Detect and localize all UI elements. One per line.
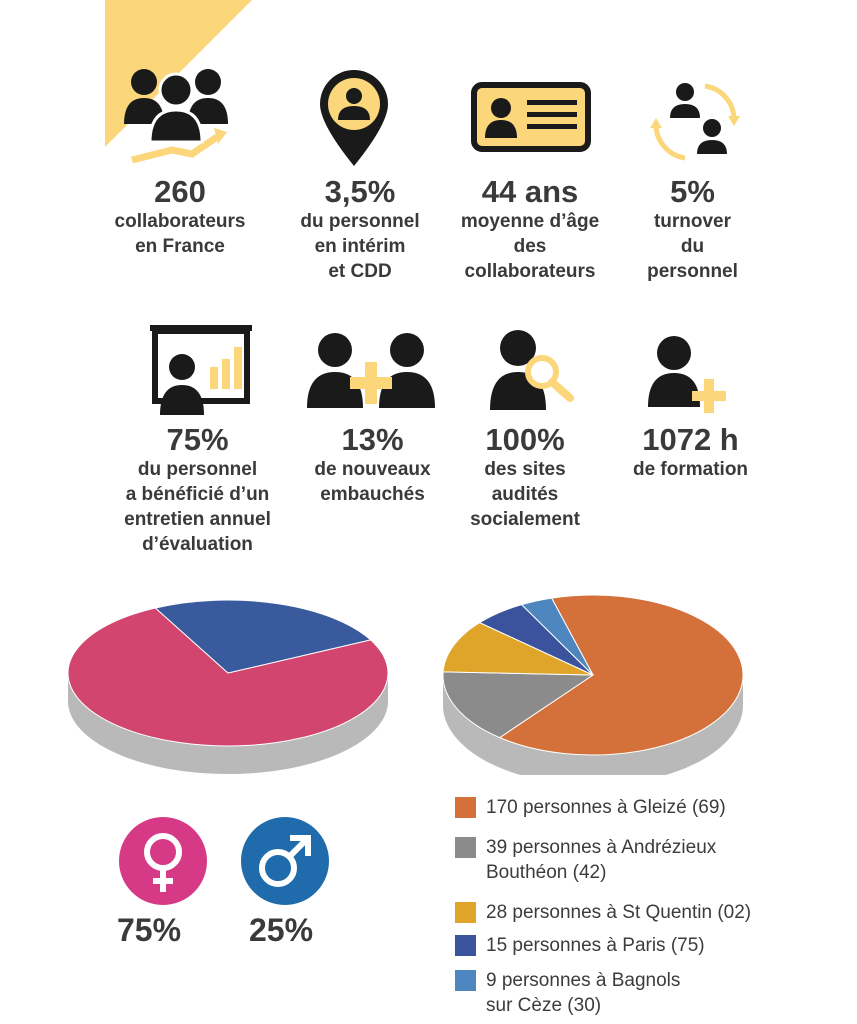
legend-swatch <box>455 970 476 991</box>
stat-label: moyenne d’âge des collaborateurs <box>460 211 600 282</box>
location-person-icon <box>316 68 392 168</box>
legend-swatch <box>455 902 476 923</box>
stat-label: du personnel en intérim et CDD <box>300 211 420 282</box>
stat-value: 75% <box>166 422 229 457</box>
legend-label: 170 personnes à Gleizé (69) <box>486 797 726 818</box>
male-percentage: 25% <box>249 912 314 948</box>
legend-label: 9 personnes à Bagnols sur Cèze (30) <box>486 970 681 1016</box>
male-symbol-icon <box>240 816 330 906</box>
stat-value: 13% <box>341 422 404 457</box>
stat-label: des sites audités socialement <box>470 459 580 530</box>
id-card-icon <box>471 82 591 152</box>
stat-audited-sites <box>445 423 605 532</box>
stat-new-hires <box>290 423 455 507</box>
legend-label: 39 personnes à Andrézieux Bouthéon (42) <box>486 837 717 883</box>
stat-value: 3,5% <box>324 174 396 209</box>
stat-label: de nouveaux embauchés <box>314 459 431 505</box>
presentation-icon <box>150 325 252 417</box>
stat-interim <box>275 175 445 284</box>
add-people-icon <box>305 330 437 410</box>
legend-label: 28 personnes à St Quentin (02) <box>486 902 752 923</box>
legend-item <box>455 835 716 885</box>
stat-label: de formation <box>632 459 749 480</box>
legend-item <box>455 933 705 958</box>
legend-swatch <box>455 797 476 818</box>
female-symbol-icon <box>118 816 208 906</box>
legend-swatch <box>455 837 476 858</box>
add-person-icon <box>648 335 730 415</box>
stat-value: 44 ans <box>481 174 579 209</box>
stat-average-age <box>440 175 620 284</box>
stat-label: du personnel a bénéficié d’un entretien annuel d’évaluation <box>124 459 271 555</box>
stat-value: 5% <box>670 174 715 209</box>
legend-item <box>455 968 680 1018</box>
legend-label: 15 personnes à Paris (75) <box>486 935 705 956</box>
stat-value: 1072 h <box>642 422 739 457</box>
female-percentage: 75% <box>117 912 182 948</box>
sites-pie-chart <box>438 585 758 775</box>
team-icon <box>122 62 232 167</box>
legend-swatch <box>455 935 476 956</box>
stat-label: turnover du personnel <box>647 211 738 282</box>
legend-item <box>455 795 726 820</box>
audit-search-icon <box>488 328 578 412</box>
turnover-icon <box>650 78 740 166</box>
stat-evaluation <box>100 423 295 557</box>
gender-pie-chart <box>60 590 400 790</box>
stat-label: collaborateurs en France <box>114 211 246 257</box>
legend-item <box>455 900 751 925</box>
stat-value: 100% <box>485 422 565 457</box>
stat-value: 260 <box>154 174 206 209</box>
stat-collaborators <box>95 175 265 259</box>
stat-turnover <box>620 175 765 284</box>
stat-training <box>608 423 773 482</box>
